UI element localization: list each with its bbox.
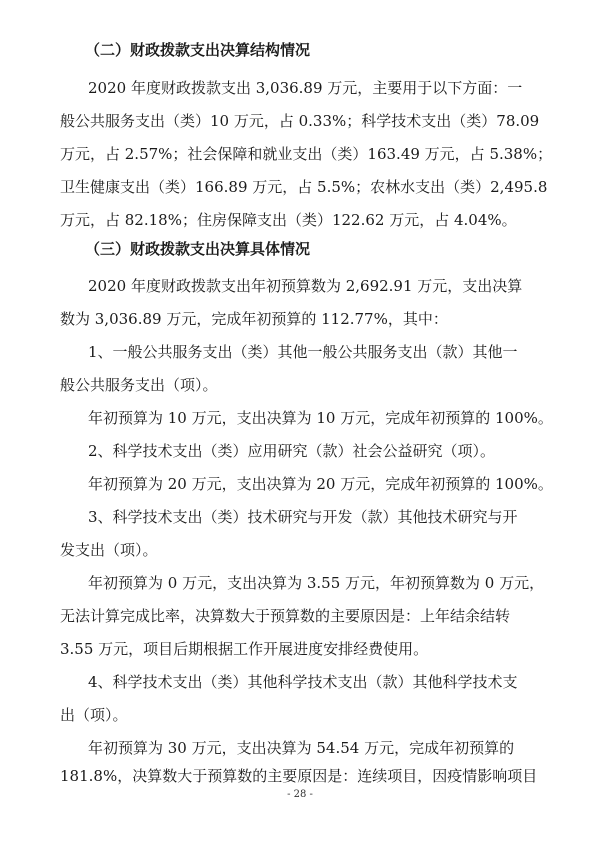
page-number: - 28 - bbox=[287, 789, 313, 800]
paragraph-line: 发支出（项）。 bbox=[60, 541, 158, 559]
paragraph-line: 2、科学技术支出（类）应用研究（款）社会公益研究（项）。 bbox=[88, 442, 496, 460]
paragraph-line: 2020 年度财政拨款支出年初预算数为 2,692.91 万元，支出决算 bbox=[88, 277, 523, 295]
paragraph-line: 卫生健康支出（类）166.89 万元，占 5.5%；农林水支出（类）2,495.8 bbox=[60, 178, 548, 196]
paragraph-line: 般公共服务支出（类）10 万元，占 0.33%；科学技术支出（类）78.09 bbox=[60, 112, 540, 130]
paragraph-line: 年初预算为 30 万元，支出决算为 54.54 万元，完成年初预算的 bbox=[88, 739, 515, 757]
paragraph-line: 般公共服务支出（项）。 bbox=[60, 376, 218, 394]
paragraph-line: 3.55 万元，项目后期根据工作开展进度安排经费使用。 bbox=[60, 640, 429, 658]
section-heading: （二）财政拨款支出决算结构情况 bbox=[85, 41, 311, 59]
paragraph-line: 数为 3,036.89 万元，完成年初预算的 112.77%，其中： bbox=[60, 310, 448, 328]
section-heading: （三）财政拨款支出决算具体情况 bbox=[85, 240, 311, 258]
paragraph-line: 出（项）。 bbox=[60, 706, 128, 724]
paragraph-line: 2020 年度财政拨款支出 3,036.89 万元，主要用于以下方面：一 bbox=[88, 79, 523, 97]
paragraph-line: 年初预算为 0 万元，支出决算为 3.55 万元，年初预算数为 0 万元， bbox=[88, 574, 545, 592]
paragraph-line: 181.8%，决算数大于预算数的主要原因是：连续项目，因疫情影响项目 bbox=[60, 767, 538, 785]
paragraph-line: 年初预算为 10 万元，支出决算为 10 万元，完成年初预算的 100%。 bbox=[88, 409, 553, 427]
paragraph-line: 万元，占 2.57%；社会保障和就业支出（类）163.49 万元，占 5.38%； bbox=[60, 145, 553, 163]
paragraph-line: 1、一般公共服务支出（类）其他一般公共服务支出（款）其他一 bbox=[88, 343, 518, 361]
paragraph-line: 4、科学技术支出（类）其他科学技术支出（款）其他科学技术支 bbox=[88, 673, 518, 691]
paragraph-line: 3、科学技术支出（类）技术研究与开发（款）其他技术研究与开 bbox=[88, 508, 518, 526]
paragraph-line: 无法计算完成比率，决算数大于预算数的主要原因是：上年结余结转 bbox=[60, 607, 511, 625]
paragraph-line: 年初预算为 20 万元，支出决算为 20 万元，完成年初预算的 100%。 bbox=[88, 475, 553, 493]
paragraph-line: 万元，占 82.18%；住房保障支出（类）122.62 万元，占 4.04%。 bbox=[60, 211, 517, 229]
